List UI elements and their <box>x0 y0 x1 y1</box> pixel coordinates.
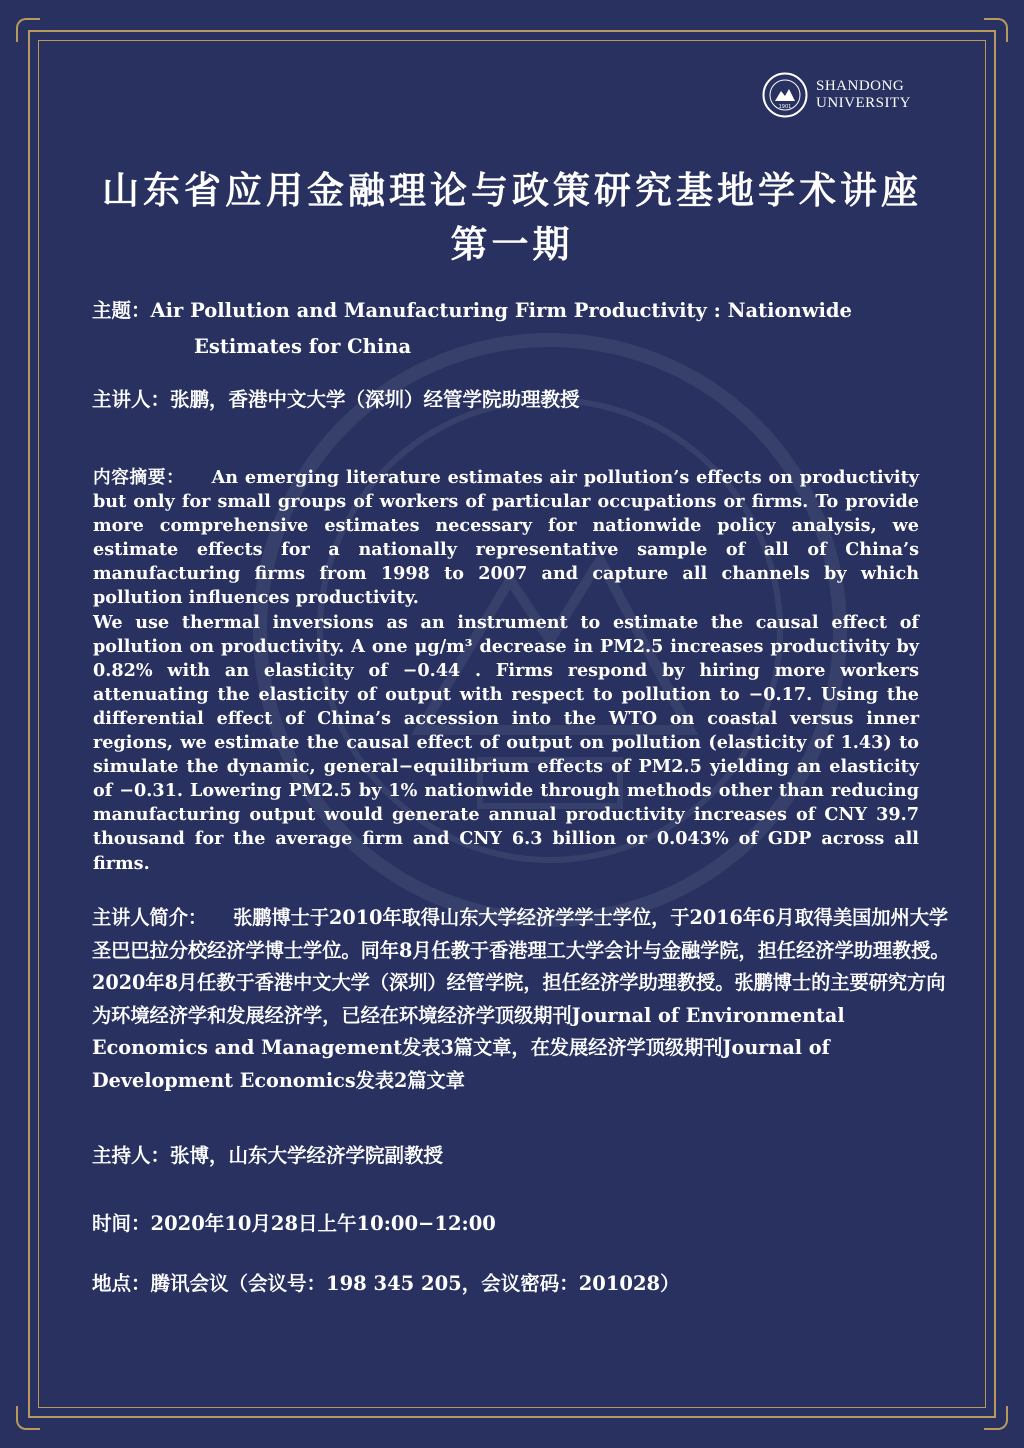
university-name-line2: UNIVERSITY <box>816 95 911 111</box>
speaker-text: 张鹏，香港中文大学（深圳）经管学院助理教授 <box>170 388 580 411</box>
place-section <box>92 1268 680 1296</box>
bio-label: 主讲人简介： <box>92 906 208 929</box>
bio-text: 张鹏博士于2010年取得山东大学经济学学士学位，于2016年6月取得美国加州大学圣巴巴拉分校经济学博士学位。同年8月任教于香港理工大学会计与金融学院，担任经济学助理教授。2020年8月任教于香港中文大学（深圳）经管学院，担任经济学助理教授。张鹏博士的主要研究方向为环境经济学和发展经济学，已经在环境经济学顶级期刊Journal of Environmental Economics and Management发表3篇文章，在发展经济学顶级期刊Journal of Development Economics发表2篇文章 <box>92 906 950 1092</box>
bio-section <box>92 902 964 1098</box>
frame-corner-bottom-right <box>984 1406 1008 1430</box>
place-text: 腾讯会议（会议号：198 345 205，会议密码：201028） <box>150 1272 680 1295</box>
host-label: 主持人： <box>92 1144 171 1167</box>
topic-line1: Air Pollution and Manufacturing Firm Productivity : Nationwide <box>150 299 852 322</box>
frame-corner-bottom-left <box>16 1406 40 1430</box>
seal-year: 1901 <box>778 104 792 110</box>
page-subtitle: 第一期 <box>450 223 574 266</box>
host-section <box>92 1140 443 1168</box>
university-name-line1: SHANDONG <box>816 78 905 94</box>
university-logo <box>762 72 911 118</box>
speaker-section <box>92 384 580 412</box>
time-section <box>92 1208 496 1236</box>
frame-corner-top-left <box>16 18 40 42</box>
host-text: 张博，山东大学经济学院副教授 <box>170 1144 444 1167</box>
topic-label: 主题： <box>92 299 151 322</box>
time-label: 时间： <box>92 1212 151 1235</box>
abstract-para1: An emerging literature estimates air pollution’s effects on productivity but only for small groups of workers of particular occupations or firms. To provide more comprehensive estimates necessary for nationwide policy analysis, we estimate effects for a nationally representative sample of all of China’s manufacturing firms from 1998 to 2007 and capture all channels by which pollution influences productivity. <box>93 467 919 609</box>
abstract-label: 内容摘要： <box>93 467 185 488</box>
topic-line2: Estimates for China <box>194 335 412 358</box>
topic-section <box>92 293 922 365</box>
abstract-section <box>93 466 919 876</box>
frame-corner-top-right <box>984 18 1008 42</box>
page-title: 山东省应用金融理论与政策研究基地学术讲座 <box>102 169 922 212</box>
university-seal-icon <box>762 72 808 118</box>
abstract-para2: We use thermal inversions as an instrument to estimate the causal effect of pollution on productivity. A one μg/m³ decrease in PM2.5 increases productivity by 0.82% with an elasticity of −0.44 . Firms respond by hiring more workers attenuating the elasticity of output with respect to pollution to −0.17. Using the differential effect of China’s accession into the WTO on coastal versus inner regions, we estimate the causal effect of output on pollution (elasticity of 1.43) to simulate the dynamic, general−equilibrium effects of PM2.5 yielding an elasticity of −0.31. Lowering PM2.5 by 1% nationwide through methods other than reducing manufacturing output would generate annual productivity increases of CNY 39.7 thousand for the average firm and CNY 6.3 billion or 0.043% of GDP across all firms. <box>93 611 919 874</box>
speaker-label: 主讲人： <box>92 388 171 411</box>
time-text: 2020年10月28日上午10:00−12:00 <box>150 1212 496 1235</box>
place-label: 地点： <box>92 1272 151 1295</box>
